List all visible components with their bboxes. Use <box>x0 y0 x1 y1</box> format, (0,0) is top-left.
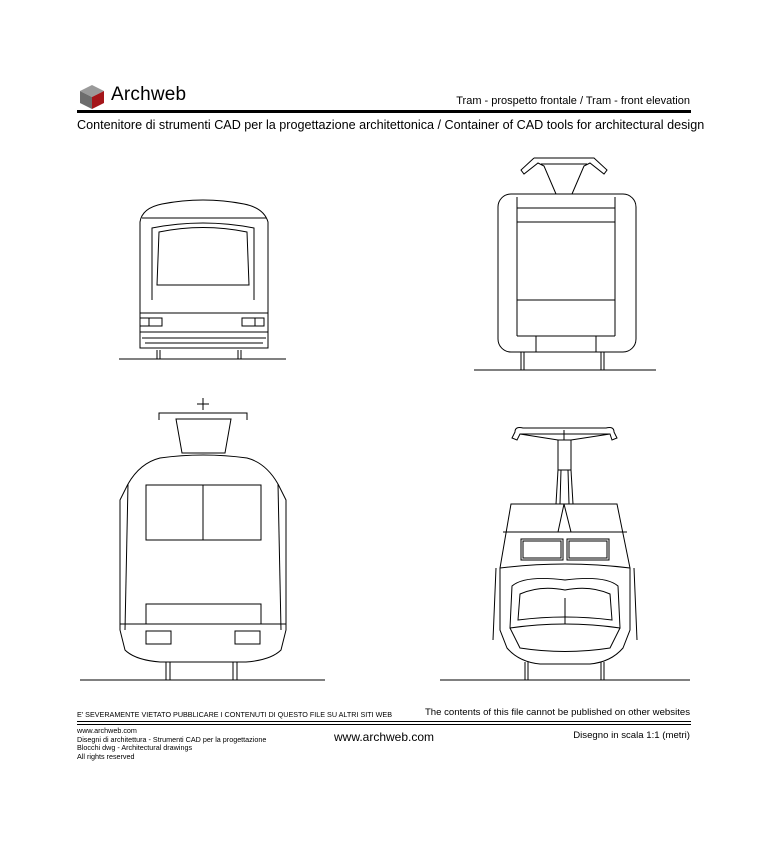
footer-info <box>77 727 266 761</box>
tram-front-elevation-3 <box>80 398 325 680</box>
drawing-title: Tram - prospetto frontale / Tram - front elevation <box>456 95 690 107</box>
footer-rule-top <box>77 721 691 722</box>
tram-front-elevation-4 <box>440 428 690 681</box>
footer-info-line: Blocchi dwg - Architectural drawings <box>77 743 193 753</box>
footer-info-line: Disegni di architettura - Strumenti CAD per la progettazione <box>77 734 267 744</box>
copyright-warning-english: The contents of this file cannot be published on other websites <box>424 707 690 718</box>
copyright-warning-italian: E' SEVERAMENTE VIETATO PUBBLICARE I CONTENUTI DI QUESTO FILE SU ALTRI SITI WEB <box>77 710 393 719</box>
footer-info-line: www.archweb.com <box>77 726 137 735</box>
tram-front-elevation-2 <box>474 158 656 370</box>
footer-info-line: All rights reserved <box>77 751 135 761</box>
drawing-scale: Disegno in scala 1:1 (metri) <box>573 730 690 741</box>
brand-name: Archweb <box>111 84 187 105</box>
footer-rule-bottom <box>77 724 691 725</box>
page-subtitle: Contenitore di strumenti CAD per la progettazione architettonica / Container of CAD tools for architectural design <box>77 118 705 132</box>
footer-website-link[interactable]: www.archweb.com <box>334 730 435 744</box>
tram-front-elevation-1 <box>119 200 286 359</box>
